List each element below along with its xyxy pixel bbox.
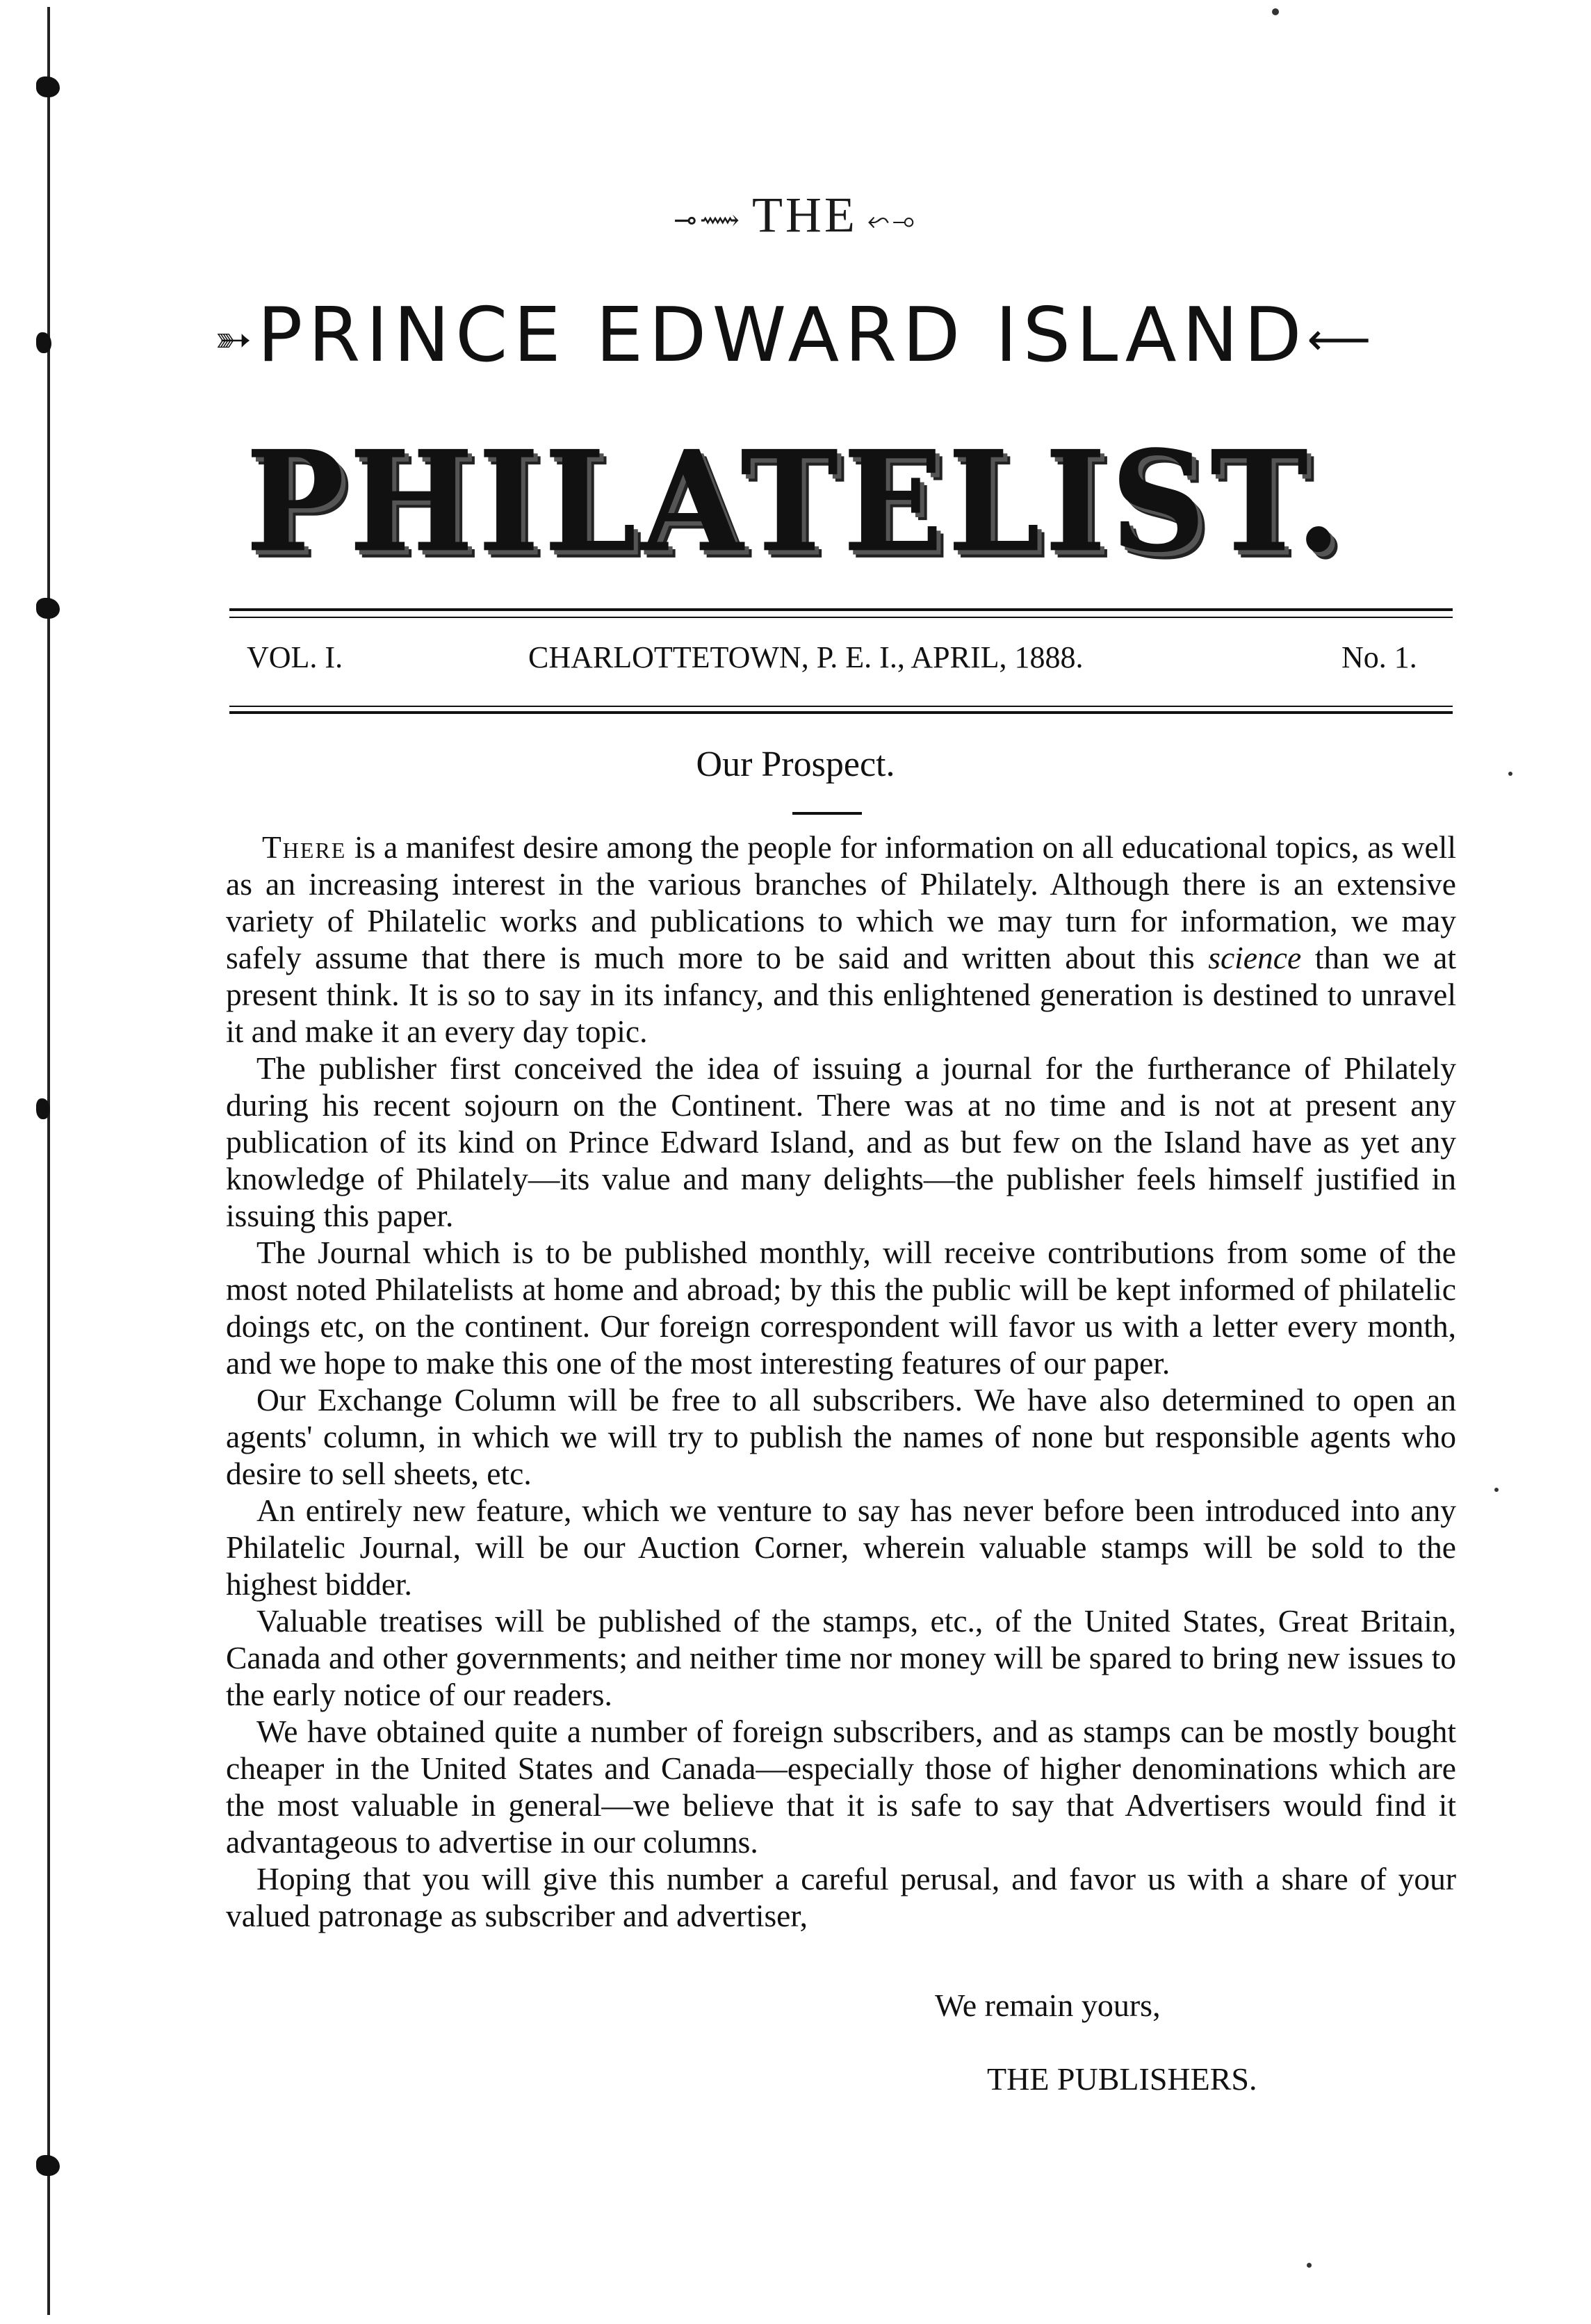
paragraph-text: is a manifest desire among the people for information on all educational topics, as well as an increasing interest in the various branches of Philately. Although there is an extensive variety of Philatelic works and publications to which we may turn for information, we may safely assume that there is much more to be said and written about this [226,829,1456,975]
issue-number: No. 1. [1341,640,1417,674]
ornament-right-icon: ⬿⊸ [857,204,917,236]
paragraph: An entirely new feature, which we venture to say has never before been introduced into any Philatelic Journal, will be our Auction Corner, wherein valuable stamps will be sold to the highest bidder. [226,1493,1456,1602]
closing-text: We remain yours, [935,1988,1161,2023]
place-date: CHARLOTTETOWN, P. E. I., APRIL, 1888. [528,640,1084,674]
ornament-left-icon: ⊸⟿ [674,204,752,236]
paragraph: The publisher first conceived the idea of issuing a journal for the furtherance of Philately during his recent sojourn on the Continent. There was at no time and is not at present any publication of its kind on Prince Edward Island, and as but few on the Island have as yet any knowledge of Philately—its value and many delights—the publisher feels himself justified in issuing this paper. [226,1050,1456,1233]
paragraph: Our Exchange Column will be free to all subscribers. We have also determined to open an agents' column, in which we will try to publish the names of none but responsible agents who desire to sell sheets, etc. [226,1382,1456,1491]
paragraph: Hoping that you will give this number a careful perusal, and favor us with a share of your valued patronage as subscriber and advertiser, [226,1861,1456,1933]
binding-mark [36,1098,50,1119]
article-heading: Our Prospect. [696,745,895,784]
speck [1272,8,1279,15]
volume-label: VOL. I. [247,640,343,674]
drop-word: There [262,829,347,865]
masthead-name [0,292,1591,379]
masthead-title: PHILATELIST. [245,420,1346,583]
signature-text: THE PUBLISHERS. [987,2061,1257,2097]
arrow-right-icon: ➳ [214,314,258,366]
speck [1508,772,1512,776]
masthead-name-text: PRINCE EDWARD ISLAND [257,292,1307,379]
paragraph: The Journal which is to be published monthly, will receive contributions from some of the most noted Philatelists at home and abroad; by this the public will be kept informed of philatelic doings etc, on the continent. Our foreign correspondent will favor us with a letter every month, and we hope to make this one of the most interesting features of our paper. [226,1235,1456,1381]
speck [1494,1488,1499,1492]
paragraph-text: than we at present think. It is so to say in its infancy, and this enlightened generation is destined to unravel it and make it an every day topic. [226,940,1457,1049]
issue-line [247,640,1439,688]
divider-rule [229,706,1453,707]
masthead-the-text: THE [751,187,858,243]
binding-mark [36,76,60,97]
masthead-the [0,186,1591,244]
heading-rule [792,812,862,815]
divider-rule [229,608,1453,611]
speck [1307,2263,1312,2268]
binding-mark [36,598,60,619]
divider-rule [229,711,1453,714]
paragraph: We have obtained quite a number of foreign subscribers, and as stamps can be mostly bought cheaper in the United States and Canada—especially those of higher denominations which are the most valuable in general—we believe that it is safe to say that Advertisers would find it advantageous to advertise in our columns. [226,1714,1456,1860]
article-body [226,829,1456,1934]
binding-mark [36,2155,60,2176]
paragraph: Valuable treatises will be published of the stamps, etc., of the United States, Great Britain, Canada and other governments; and neither time nor money will be spared to bring new issues to the early notice of our readers. [226,1603,1456,1712]
italic-word: science [1208,940,1302,975]
paragraph [226,829,1456,1050]
arrow-left-icon: ⟵ [1307,314,1377,366]
divider-rule [229,617,1453,618]
